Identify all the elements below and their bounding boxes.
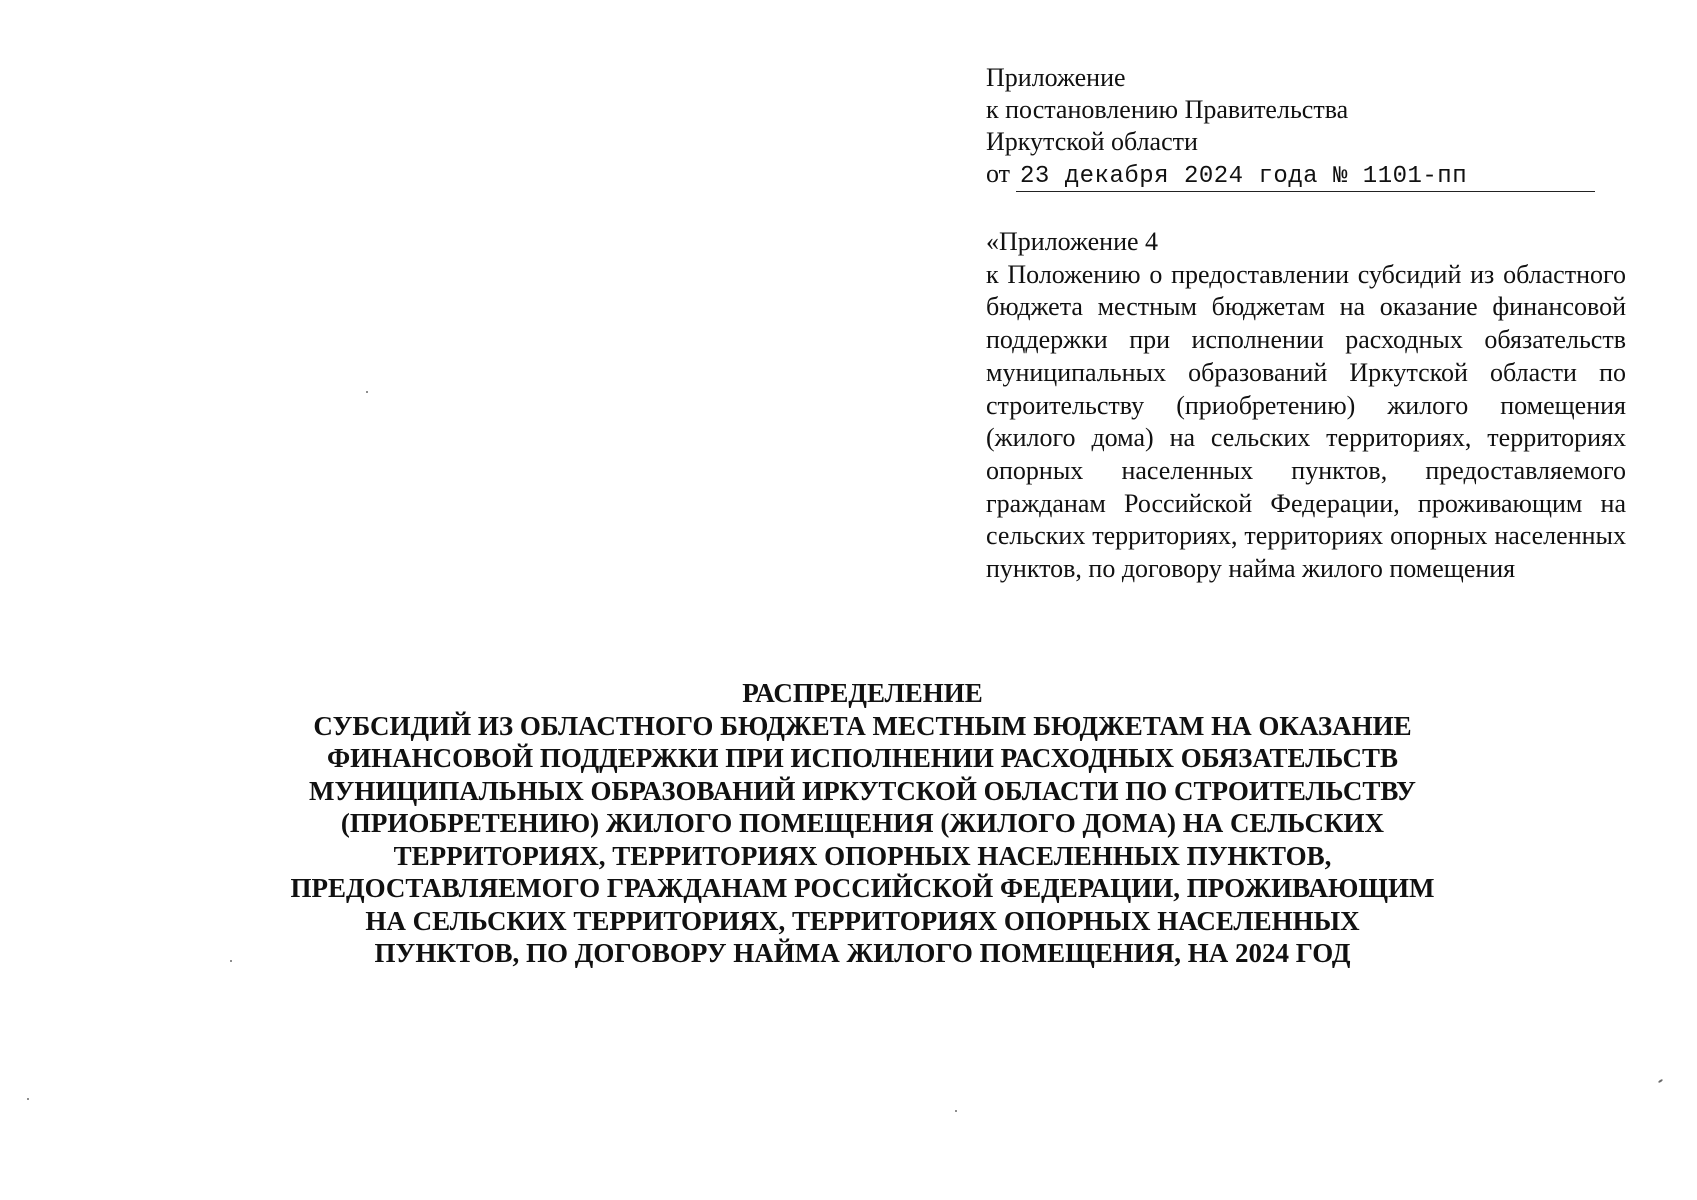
title-line: НА СЕЛЬСКИХ ТЕРРИТОРИЯХ, ТЕРРИТОРИЯХ ОПОРНЫХ НАСЕЛЕННЫХ — [365, 905, 1360, 936]
resolution-date-number: 23 декабря 2024 года № 1101-пп — [1016, 163, 1595, 192]
title-line: ФИНАНСОВОЙ ПОДДЕРЖКИ ПРИ ИСПОЛНЕНИИ РАСХОДНЫХ ОБЯЗАТЕЛЬСТВ — [326, 743, 1399, 773]
appendix-text: к Положению о предоставлении субсидий из областного бюджета местным бюджетам на оказание финансовой поддержки при исполнении расходных обязательств муниципальных образований Иркутской области по строительству (приобретению) жилого помещения (жилого дома) на сельских территориях, территориях опорных населенных пунктов, предоставляемого гражданам Российской Федерации, проживающим на сельских территориях, территориях опорных населенных пунктов, по договору найма жилого помещения — [986, 259, 1626, 584]
title-line: СУБСИДИЙ ИЗ ОБЛАСТНОГО БЮДЖЕТА МЕСТНЫМ БЮДЖЕТАМ НА ОКАЗАНИЕ — [313, 710, 1412, 741]
title-line: МУНИЦИПАЛЬНЫХ ОБРАЗОВАНИЙ ИРКУТСКОЙ ОБЛАСТИ ПО СТРОИТЕЛЬСТВУ — [309, 775, 1416, 806]
scan-speck — [1658, 1079, 1663, 1084]
resolution-header — [986, 62, 1626, 192]
document-title — [200, 677, 1525, 970]
scan-speck — [366, 391, 368, 393]
header-resolution-ref: к постановлению Правительства — [986, 95, 1349, 124]
header-region: Иркутской области — [986, 127, 1198, 156]
scan-speck — [27, 1098, 29, 1100]
title-line: (ПРИОБРЕТЕНИЮ) ЖИЛОГО ПОМЕЩЕНИЯ (ЖИЛОГО ДОМА) НА СЕЛЬСКИХ — [340, 808, 1385, 838]
title-line: ПУНКТОВ, ПО ДОГОВОРУ НАЙМА ЖИЛОГО ПОМЕЩЕНИЯ, НА 2024 ГОД — [374, 938, 1351, 968]
title-line: РАСПРЕДЕЛЕНИЕ — [742, 678, 983, 708]
resolution-date-line — [986, 158, 1626, 192]
appendix-reference — [986, 226, 1626, 586]
scan-speck — [230, 960, 232, 962]
header-appendix-label: Приложение — [986, 63, 1126, 92]
title-line: ТЕРРИТОРИЯХ, ТЕРРИТОРИЯХ ОПОРНЫХ НАСЕЛЕННЫХ ПУНКТОВ, — [393, 840, 1332, 871]
scan-speck — [955, 1110, 957, 1112]
title-line: ПРЕДОСТАВЛЯЕМОГО ГРАЖДАНАМ РОССИЙСКОЙ ФЕДЕРАЦИИ, ПРОЖИВАЮЩИМ — [290, 873, 1435, 903]
appendix-title: «Приложение 4 — [986, 227, 1159, 256]
date-prefix: от — [986, 159, 1011, 188]
